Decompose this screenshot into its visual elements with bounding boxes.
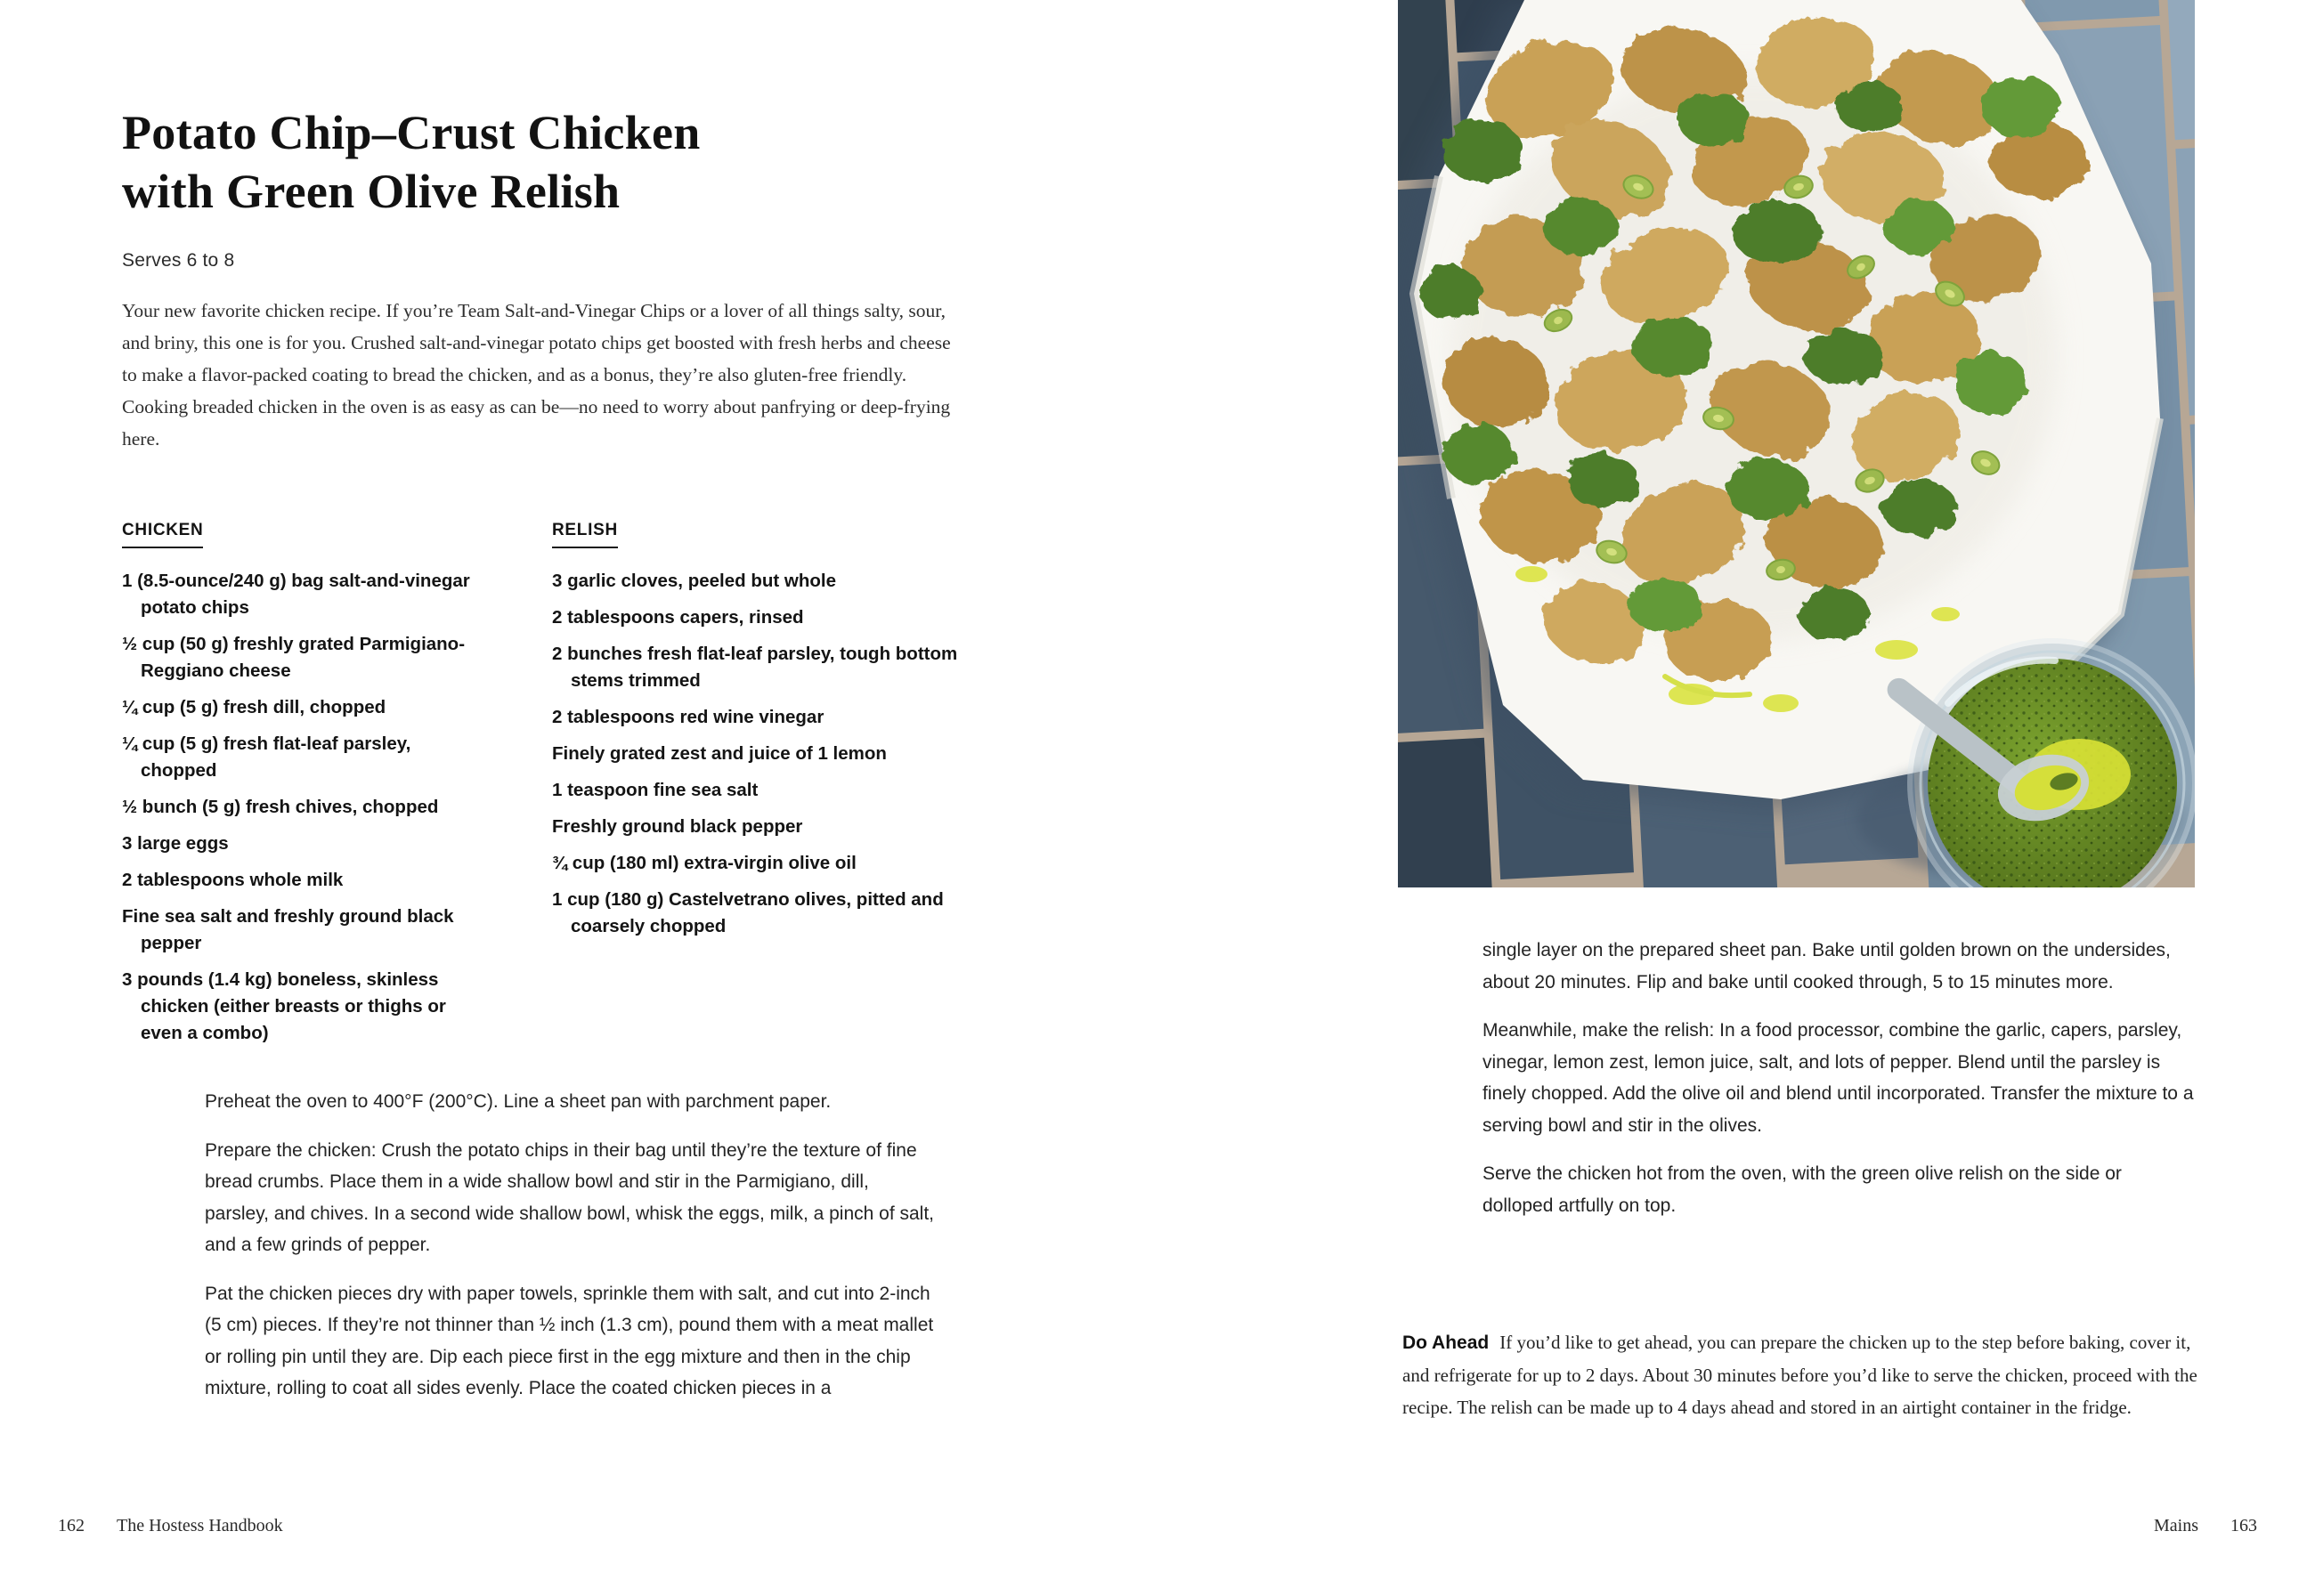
left-page-footer xyxy=(58,1516,283,1536)
chapter-name: Mains xyxy=(2154,1516,2198,1535)
ingredient-item: 1 (8.5-ounce/240 g) bag salt-and-vinegar potato chips xyxy=(122,571,470,618)
ingredient-group-relish xyxy=(552,521,962,950)
instructions-left xyxy=(205,1086,935,1422)
recipe-title-line2: with Green Olive Relish xyxy=(122,165,621,218)
instruction-step: Meanwhile, make the relish: In a food processor, combine the garlic, capers, parsley, vinegar, lemon zest, lemon juice, salt, and lots of pepper. Blend until the parsley is finely chopped. Add the olive oil and blend until incorporated. Transfer the mixture to a serving bowl and stir in the olives. xyxy=(1482,1020,2194,1136)
recipe-title xyxy=(122,103,1012,221)
ingredient-item: Fine sea salt and freshly ground black pepper xyxy=(122,906,454,953)
chicken-platter-photo-illustration xyxy=(1398,0,2195,887)
instruction-step: Serve the chicken hot from the oven, with the green olive relish on the side or dolloped artfully on top. xyxy=(1482,1163,2122,1216)
recipe-photo xyxy=(1398,0,2195,887)
instructions-right xyxy=(1482,935,2195,1238)
ingredient-item: 3 garlic cloves, peeled but whole xyxy=(552,571,836,591)
ingredient-item: 2 tablespoons whole milk xyxy=(122,870,344,890)
do-ahead-label: Do Ahead xyxy=(1402,1333,1490,1353)
book-title: The Hostess Handbook xyxy=(117,1516,283,1535)
ingredient-heading-relish: RELISH xyxy=(552,521,618,548)
right-page-footer xyxy=(2154,1516,2257,1536)
instruction-step: Preheat the oven to 400°F (200°C). Line a sheet pan with parchment paper. xyxy=(205,1091,832,1112)
ingredient-item: 2 tablespoons red wine vinegar xyxy=(552,707,824,727)
ingredient-item: 3 large eggs xyxy=(122,833,229,854)
page-number-right: 163 xyxy=(2230,1516,2257,1535)
ingredient-item: ½ bunch (5 g) fresh chives, chopped xyxy=(122,797,439,817)
recipe-title-line1: Potato Chip–Crust Chicken xyxy=(122,106,701,159)
ingredient-heading-chicken: CHICKEN xyxy=(122,521,203,548)
ingredient-item: 1 teaspoon fine sea salt xyxy=(552,780,759,800)
ingredient-group-chicken xyxy=(122,521,478,1057)
ingredient-item: 2 bunches fresh flat-leaf parsley, tough bottom stems trimmed xyxy=(552,644,958,691)
ingredient-item: 1 cup (180 g) Castelvetrano olives, pitted and coarsely chopped xyxy=(552,889,944,936)
ingredient-item: Finely grated zest and juice of 1 lemon xyxy=(552,743,887,764)
serves-note: Serves 6 to 8 xyxy=(122,250,235,271)
ingredient-item: 2 tablespoons capers, rinsed xyxy=(552,607,804,628)
ingredient-item: ½ cup (50 g) freshly grated Parmigiano-Reggiano cheese xyxy=(122,634,466,681)
recipe-intro: Your new favorite chicken recipe. If you’re Team Salt-and-Vinegar Chips or a lover of all things salty, sour, and briny, this one is for you. Crushed salt-and-vinegar potato chips get boosted with fresh herbs and cheese to make a flavor-packed coating to bread the chicken, and as a bonus, they’re also gluten-free friendly. Cooking breaded chicken in the oven is as easy as can be—no need to worry about panfrying or deep-frying here. xyxy=(122,300,951,450)
ingredient-item: ¾ cup (180 ml) extra-virgin olive oil xyxy=(552,853,857,873)
do-ahead-note xyxy=(1402,1326,2211,1423)
ingredient-item: ¼ cup (5 g) fresh flat-leaf parsley, chopped xyxy=(122,733,411,781)
ingredient-item: 3 pounds (1.4 kg) boneless, skinless chicken (either breasts or thighs or even a combo) xyxy=(122,969,446,1043)
do-ahead-text: If you’d like to get ahead, you can prepare the chicken up to the step before baking, cover it, and refrigerate for up to 2 days. About 30 minutes before you’d like to serve the chicken, proceed with the recipe. The relish can be made up to 4 days ahead and stored in an airtight container in the fridge. xyxy=(1402,1332,2197,1418)
instruction-step: single layer on the prepared sheet pan. Bake until golden brown on the undersides, about 20 minutes. Flip and bake until cooked through, 5 to 15 minutes more. xyxy=(1482,940,2171,992)
ingredient-item: ¼ cup (5 g) fresh dill, chopped xyxy=(122,697,386,717)
page-number-left: 162 xyxy=(58,1516,85,1535)
ingredient-item: Freshly ground black pepper xyxy=(552,816,803,837)
instruction-step: Prepare the chicken: Crush the potato chips in their bag until they’re the texture of fine bread crumbs. Place them in a wide shallow bowl and stir in the Parmigiano, dill, parsley, and chives. In a second wide shallow bowl, whisk the eggs, milk, a pinch of salt, and a few grinds of pepper. xyxy=(205,1139,935,1255)
instruction-step: Pat the chicken pieces dry with paper towels, sprinkle them with salt, and cut into 2-inch (5 cm) pieces. If they’re not thinner than ½ inch (1.3 cm), pound them with a meat mallet or rolling pin until they are. Dip each piece first in the egg mixture and then in the chip mixture, rolling to coat all sides evenly. Place the coated chicken pieces in a xyxy=(205,1283,934,1398)
